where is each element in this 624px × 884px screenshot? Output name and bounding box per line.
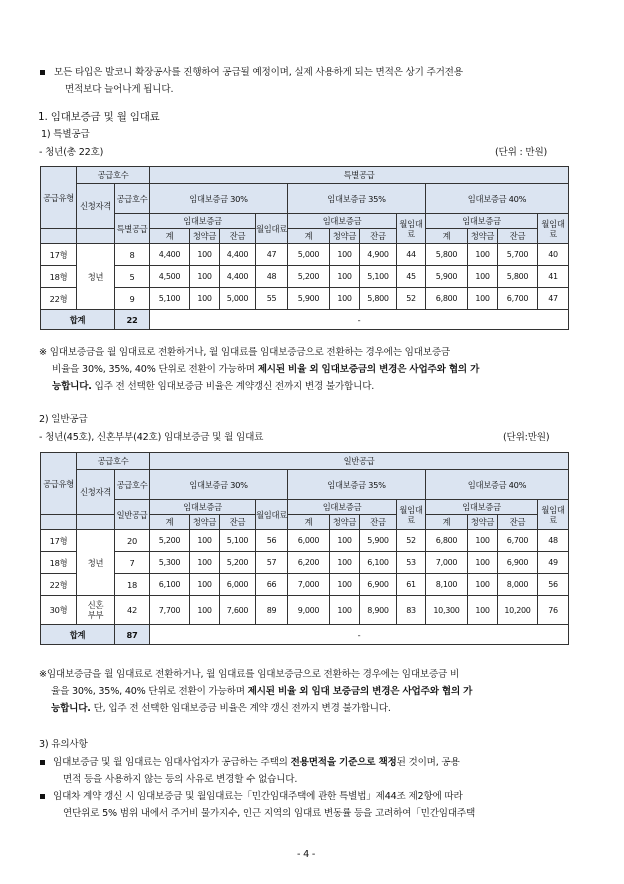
cell-type: 18형: [41, 552, 77, 574]
cell-value: 6,000: [220, 574, 256, 596]
cell-value: 5,100: [360, 266, 397, 288]
cell-value: 4,500: [150, 266, 190, 288]
cell-value: 89: [256, 596, 288, 625]
cell-type: 17형: [41, 244, 77, 266]
cell-value: 5,200: [220, 552, 256, 574]
table-row: [41, 596, 569, 625]
header-deposit: 임대보증금: [150, 214, 256, 229]
header-balance: 잔금: [220, 515, 256, 530]
header-balance: 잔금: [498, 229, 538, 244]
note-2-line-1: ※임대보증금을 월 임대료로 전환하거나, 월 임대료를 임대보증금으로 전환하는 경우에는 임대보증금 비: [39, 669, 460, 680]
cell-value: 100: [468, 552, 498, 574]
cell-units: 8: [115, 244, 150, 266]
cell-total-units: 22: [115, 310, 150, 330]
cell-value: 100: [190, 288, 220, 310]
table-total-row: [41, 310, 569, 330]
cell-value: 100: [190, 596, 220, 625]
header-blank: [77, 229, 115, 244]
notice-2-line-2: 연단위로 5% 범위 내에서 주거비 물가지수, 인근 지역의 임대료 변동률 등을 고려하여「민간임대주택: [63, 808, 476, 819]
header-type: 공급유형: [41, 167, 77, 229]
cell-total-label: 합계: [41, 625, 115, 645]
header-total: 계: [426, 229, 468, 244]
header-deposit: 임대보증금: [426, 214, 538, 229]
header-units: 공급호수: [115, 184, 150, 214]
cell-value: 76: [538, 596, 569, 625]
cell-value: 7,700: [150, 596, 190, 625]
cell-value: 44: [397, 244, 426, 266]
cell-value: 47: [256, 244, 288, 266]
header-balance: 잔금: [360, 515, 397, 530]
table-row: [41, 266, 569, 288]
intro-line-2: 면적보다 늘어나게 됩니다.: [65, 84, 174, 95]
cell-value: 8,900: [360, 596, 397, 625]
cell-value: 4,400: [220, 266, 256, 288]
note-1-line-3: 능합니다. 입주 전 선택한 임대보증금 비율은 계약갱신 전까지 변경 불가합니다.: [52, 381, 375, 392]
cell-qualification: 청년: [77, 530, 115, 596]
header-total: 계: [150, 515, 190, 530]
cell-units: 7: [115, 552, 150, 574]
cell-value: 6,100: [360, 552, 397, 574]
cell-value: 5,200: [150, 530, 190, 552]
header-contract: 청약금: [468, 515, 498, 530]
bullet-icon: [40, 794, 45, 799]
header-contract: 청약금: [330, 229, 360, 244]
header-rent: 월임대료: [256, 500, 288, 530]
cell-value: 100: [190, 574, 220, 596]
notice-1-line-2: 면적 등을 사용하지 않는 등의 사유로 변경할 수 없습니다.: [63, 774, 298, 785]
header-qualification: 신청자격: [77, 184, 115, 229]
cell-qualification: 청년: [77, 244, 115, 310]
header-total: 계: [288, 515, 330, 530]
cell-value: 100: [468, 266, 498, 288]
cell-units: 5: [115, 266, 150, 288]
cell-value: 100: [190, 552, 220, 574]
cell-total-dash: -: [150, 625, 569, 645]
header-balance: 잔금: [498, 515, 538, 530]
cell-value: 100: [330, 574, 360, 596]
cell-value: 9,000: [288, 596, 330, 625]
header-deposit-40: 임대보증금 40%: [426, 470, 569, 500]
header-deposit: 임대보증금: [150, 500, 256, 515]
cell-value: 5,100: [220, 530, 256, 552]
cell-value: 57: [256, 552, 288, 574]
cell-value: 5,900: [360, 530, 397, 552]
header-deposit-40: 임대보증금 40%: [426, 184, 569, 214]
cell-value: 83: [397, 596, 426, 625]
cell-value: 6,700: [498, 530, 538, 552]
cell-value: 49: [538, 552, 569, 574]
cell-value: 55: [256, 288, 288, 310]
header-rent: 월임대료: [397, 500, 426, 530]
cell-value: 100: [330, 288, 360, 310]
notice-1-line-1: 임대보증금 및 월 임대료는 임대사업자가 공급하는 주택의 전용면적을 기준으로 책정된 것이며, 공용: [53, 757, 460, 768]
cell-value: 5,300: [150, 552, 190, 574]
cell-value: 100: [468, 574, 498, 596]
table-row: [41, 288, 569, 310]
cell-value: 45: [397, 266, 426, 288]
cell-value: 100: [190, 530, 220, 552]
cell-value: 100: [468, 530, 498, 552]
cell-total-units: 87: [115, 625, 150, 645]
header-contract: 청약금: [190, 515, 220, 530]
cell-value: 100: [330, 552, 360, 574]
cell-value: 5,000: [220, 288, 256, 310]
cell-value: 10,300: [426, 596, 468, 625]
header-deposit-35: 임대보증금 35%: [288, 184, 426, 214]
cell-value: 7,000: [426, 552, 468, 574]
cell-value: 52: [397, 288, 426, 310]
header-general: 일반공급: [150, 453, 569, 470]
cell-value: 6,200: [288, 552, 330, 574]
cell-units: 9: [115, 288, 150, 310]
special-supply-table: [40, 166, 569, 330]
cell-value: 56: [256, 530, 288, 552]
cell-type: 17형: [41, 530, 77, 552]
cell-value: 100: [468, 244, 498, 266]
cell-value: 8,100: [426, 574, 468, 596]
cell-value: 7,600: [220, 596, 256, 625]
header-total: 계: [150, 229, 190, 244]
cell-value: 7,000: [288, 574, 330, 596]
cell-type: 22형: [41, 574, 77, 596]
header-deposit: 임대보증금: [426, 500, 538, 515]
header-special: 특별공급: [150, 167, 569, 184]
general-supply-table: [40, 452, 569, 645]
note-1-line-1: ※ 임대보증금을 월 임대료로 전환하거나, 월 임대료를 임대보증금으로 전환하는 경우에는 임대보증금: [39, 347, 450, 358]
cell-value: 100: [190, 266, 220, 288]
header-total: 계: [426, 515, 468, 530]
subsection-special-desc: - 청년(총 22호): [39, 147, 104, 158]
cell-units: 20: [115, 530, 150, 552]
header-supply-count: 공급호수: [77, 453, 150, 470]
cell-value: 100: [330, 244, 360, 266]
cell-value: 6,700: [498, 288, 538, 310]
bullet-icon: [40, 70, 45, 75]
cell-total-dash: -: [150, 310, 569, 330]
cell-value: 100: [468, 288, 498, 310]
cell-units: 42: [115, 596, 150, 625]
cell-value: 47: [538, 288, 569, 310]
page-number: - 4 -: [297, 849, 316, 860]
cell-value: 5,700: [498, 244, 538, 266]
intro-line-1: 모든 타입은 발코니 확장공사를 진행하여 공급될 예정이며, 실제 사용하게 되는 면적은 상기 주거전용: [54, 67, 463, 78]
cell-value: 5,800: [360, 288, 397, 310]
table-row: [41, 574, 569, 596]
cell-type: 22형: [41, 288, 77, 310]
header-type: 공급유형: [41, 453, 77, 515]
cell-value: 8,000: [498, 574, 538, 596]
note-1-line-2: 비율을 30%, 35%, 40% 단위로 전환이 가능하며 제시된 비율 외 임대보증금의 변경은 사업주와 협의 가: [52, 364, 480, 375]
cell-value: 100: [330, 530, 360, 552]
header-contract: 청약금: [468, 229, 498, 244]
cell-value: 5,800: [426, 244, 468, 266]
header-deposit: 임대보증금: [288, 500, 397, 515]
notice-2-line-1: 임대차 계약 갱신 시 임대보증금 및 월임대료는「민간임대주택에 관한 특별법」제44조 제2항에 따라: [53, 791, 463, 802]
cell-value: 5,800: [498, 266, 538, 288]
header-deposit-30: 임대보증금 30%: [150, 470, 288, 500]
cell-value: 6,100: [150, 574, 190, 596]
table-row: [41, 552, 569, 574]
note-2-line-2: 율을 30%, 35%, 40% 단위로 전환이 가능하며 제시된 비율 외 임대 보증금의 변경은 사업주와 협의 가: [51, 686, 473, 697]
cell-value: 5,900: [288, 288, 330, 310]
cell-value: 48: [256, 266, 288, 288]
header-deposit-30: 임대보증금 30%: [150, 184, 288, 214]
cell-value: 40: [538, 244, 569, 266]
cell-value: 6,800: [426, 530, 468, 552]
table-total-row: [41, 625, 569, 645]
cell-value: 100: [190, 244, 220, 266]
cell-value: 6,900: [360, 574, 397, 596]
cell-total-label: 합계: [41, 310, 115, 330]
cell-type: 18형: [41, 266, 77, 288]
header-general-units: 일반공급: [115, 500, 150, 530]
header-supply-count: 공급호수: [77, 167, 150, 184]
cell-value: 100: [330, 596, 360, 625]
cell-value: 5,200: [288, 266, 330, 288]
note-2-line-3: 능합니다. 단, 입주 전 선택한 임대보증금 비율은 계약 갱신 전까지 변경 불가합니다.: [51, 703, 391, 714]
cell-value: 4,400: [150, 244, 190, 266]
cell-value: 5,100: [150, 288, 190, 310]
header-balance: 잔금: [360, 229, 397, 244]
cell-value: 6,800: [426, 288, 468, 310]
header-balance: 잔금: [220, 229, 256, 244]
section-3-title: 3) 유의사항: [39, 739, 88, 750]
cell-value: 6,000: [288, 530, 330, 552]
cell-value: 4,900: [360, 244, 397, 266]
cell-units: 18: [115, 574, 150, 596]
cell-value: 66: [256, 574, 288, 596]
cell-value: 48: [538, 530, 569, 552]
header-rent: 월임대료: [397, 214, 426, 244]
header-rent: 월임대료: [538, 214, 569, 244]
header-special-units: 특별공급: [115, 214, 150, 244]
unit-label-1: (단위 : 만원): [495, 147, 548, 158]
cell-value: 41: [538, 266, 569, 288]
cell-type: 30형: [41, 596, 77, 625]
header-contract: 청약금: [190, 229, 220, 244]
header-blank: [77, 515, 115, 530]
subsection-general-desc: - 청년(45호), 신혼부부(42호) 임대보증금 및 월 임대료: [39, 432, 264, 443]
table-row: [41, 530, 569, 552]
cell-value: 4,400: [220, 244, 256, 266]
cell-qualification: 신혼부부: [77, 596, 115, 625]
header-deposit: 임대보증금: [288, 214, 397, 229]
header-units: 공급호수: [115, 470, 150, 500]
subsection-special-title: 1) 특별공급: [41, 129, 90, 140]
cell-value: 61: [397, 574, 426, 596]
cell-value: 6,900: [498, 552, 538, 574]
header-contract: 청약금: [330, 515, 360, 530]
cell-value: 53: [397, 552, 426, 574]
cell-value: 56: [538, 574, 569, 596]
cell-value: 5,900: [426, 266, 468, 288]
subsection-general-title: 2) 일반공급: [39, 414, 88, 425]
header-blank: [41, 229, 77, 244]
cell-value: 52: [397, 530, 426, 552]
cell-value: 10,200: [498, 596, 538, 625]
header-rent: 월임대료: [538, 500, 569, 530]
cell-value: 5,000: [288, 244, 330, 266]
header-deposit-35: 임대보증금 35%: [288, 470, 426, 500]
bullet-icon: [40, 760, 45, 765]
header-blank: [41, 515, 77, 530]
unit-label-2: (단위:만원): [503, 432, 550, 443]
header-rent: 월임대료: [256, 214, 288, 244]
cell-value: 100: [468, 596, 498, 625]
table-row: [41, 244, 569, 266]
header-qualification: 신청자격: [77, 470, 115, 515]
section-1-title: 1. 임대보증금 및 월 임대료: [38, 111, 160, 123]
header-total: 계: [288, 229, 330, 244]
cell-value: 100: [330, 266, 360, 288]
